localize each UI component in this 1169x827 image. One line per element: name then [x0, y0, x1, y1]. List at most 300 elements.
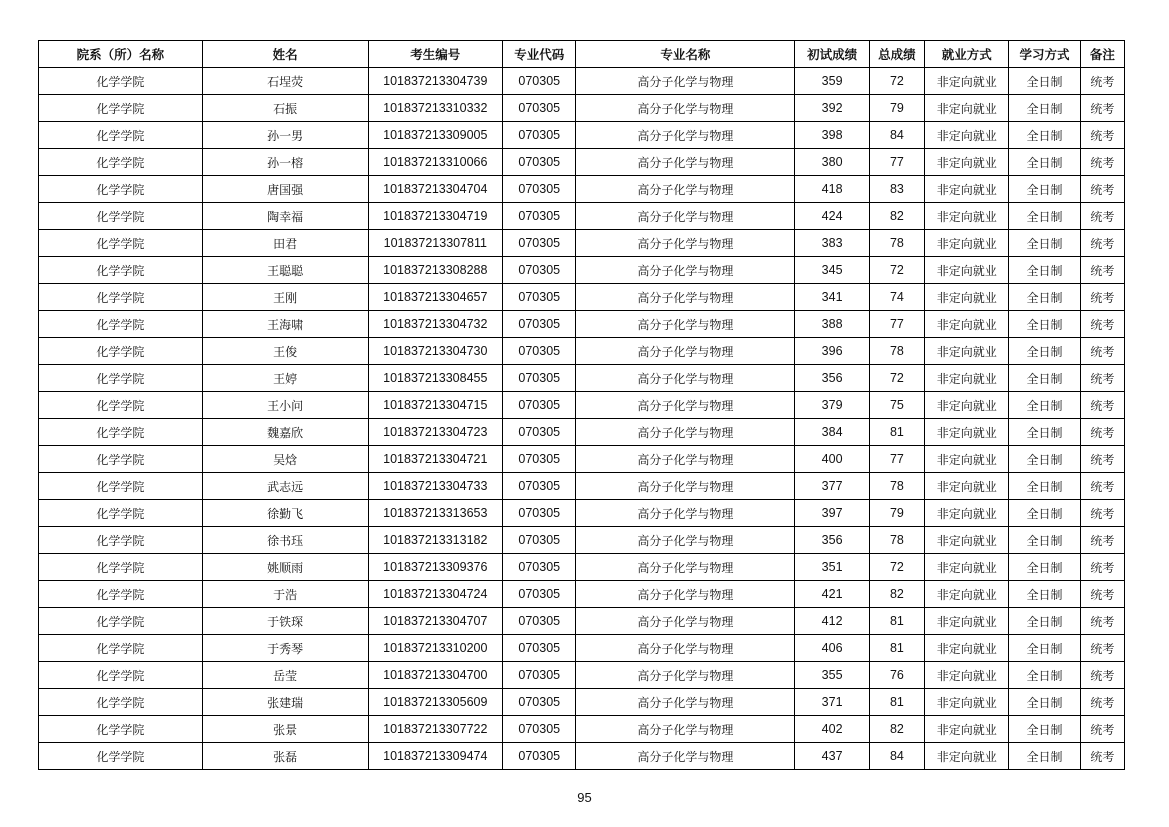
cell-remarks: 统考 — [1080, 257, 1124, 284]
cell-name: 王刚 — [202, 284, 368, 311]
cell-major-name: 高分子化学与物理 — [576, 176, 795, 203]
cell-total-score: 79 — [869, 95, 924, 122]
cell-department: 化学学院 — [39, 122, 203, 149]
cell-name: 岳莹 — [202, 662, 368, 689]
cell-total-score: 72 — [869, 365, 924, 392]
cell-name: 姚顺雨 — [202, 554, 368, 581]
cell-major-code: 070305 — [503, 149, 576, 176]
cell-remarks: 统考 — [1080, 662, 1124, 689]
cell-total-score: 84 — [869, 743, 924, 770]
cell-department: 化学学院 — [39, 635, 203, 662]
cell-study-mode: 全日制 — [1009, 419, 1080, 446]
cell-major-name: 高分子化学与物理 — [576, 554, 795, 581]
table-row — [39, 68, 1125, 95]
admission-roster-table — [38, 40, 1125, 770]
cell-major-code: 070305 — [503, 419, 576, 446]
table-header-row — [39, 41, 1125, 68]
table-row — [39, 365, 1125, 392]
cell-department: 化学学院 — [39, 95, 203, 122]
cell-name: 孙一男 — [202, 122, 368, 149]
cell-major-name: 高分子化学与物理 — [576, 743, 795, 770]
cell-prelim-score: 341 — [795, 284, 869, 311]
table-row — [39, 338, 1125, 365]
cell-department: 化学学院 — [39, 689, 203, 716]
cell-remarks: 统考 — [1080, 392, 1124, 419]
cell-major-code: 070305 — [503, 527, 576, 554]
cell-major-name: 高分子化学与物理 — [576, 230, 795, 257]
cell-total-score: 77 — [869, 149, 924, 176]
cell-name: 武志远 — [202, 473, 368, 500]
col-header-total-score: 总成绩 — [869, 41, 924, 68]
cell-department: 化学学院 — [39, 446, 203, 473]
cell-remarks: 统考 — [1080, 365, 1124, 392]
cell-department: 化学学院 — [39, 743, 203, 770]
cell-employment-type: 非定向就业 — [925, 743, 1009, 770]
cell-employment-type: 非定向就业 — [925, 689, 1009, 716]
cell-remarks: 统考 — [1080, 122, 1124, 149]
cell-remarks: 统考 — [1080, 284, 1124, 311]
cell-candidate-id: 101837213304700 — [368, 662, 503, 689]
cell-candidate-id: 101837213310066 — [368, 149, 503, 176]
table-row — [39, 689, 1125, 716]
cell-remarks: 统考 — [1080, 68, 1124, 95]
cell-department: 化学学院 — [39, 581, 203, 608]
cell-name: 王小问 — [202, 392, 368, 419]
col-header-major-name: 专业名称 — [576, 41, 795, 68]
cell-major-name: 高分子化学与物理 — [576, 95, 795, 122]
cell-candidate-id: 101837213304724 — [368, 581, 503, 608]
cell-total-score: 81 — [869, 608, 924, 635]
cell-department: 化学学院 — [39, 473, 203, 500]
cell-major-name: 高分子化学与物理 — [576, 635, 795, 662]
table-row — [39, 608, 1125, 635]
cell-major-name: 高分子化学与物理 — [576, 608, 795, 635]
cell-major-code: 070305 — [503, 284, 576, 311]
cell-employment-type: 非定向就业 — [925, 581, 1009, 608]
cell-name: 徐勤飞 — [202, 500, 368, 527]
table-row — [39, 284, 1125, 311]
cell-name: 王聪聪 — [202, 257, 368, 284]
cell-major-code: 070305 — [503, 230, 576, 257]
col-header-employment-type: 就业方式 — [925, 41, 1009, 68]
cell-remarks: 统考 — [1080, 527, 1124, 554]
cell-major-name: 高分子化学与物理 — [576, 338, 795, 365]
cell-total-score: 77 — [869, 446, 924, 473]
table-row — [39, 311, 1125, 338]
cell-department: 化学学院 — [39, 662, 203, 689]
cell-department: 化学学院 — [39, 419, 203, 446]
cell-employment-type: 非定向就业 — [925, 500, 1009, 527]
cell-prelim-score: 384 — [795, 419, 869, 446]
cell-major-code: 070305 — [503, 635, 576, 662]
cell-employment-type: 非定向就业 — [925, 176, 1009, 203]
cell-study-mode: 全日制 — [1009, 203, 1080, 230]
cell-employment-type: 非定向就业 — [925, 662, 1009, 689]
cell-major-code: 070305 — [503, 365, 576, 392]
cell-candidate-id: 101837213309376 — [368, 554, 503, 581]
cell-prelim-score: 383 — [795, 230, 869, 257]
col-header-remarks: 备注 — [1080, 41, 1124, 68]
cell-remarks: 统考 — [1080, 419, 1124, 446]
cell-name: 王俊 — [202, 338, 368, 365]
cell-major-name: 高分子化学与物理 — [576, 581, 795, 608]
cell-name: 王婷 — [202, 365, 368, 392]
cell-prelim-score: 397 — [795, 500, 869, 527]
cell-department: 化学学院 — [39, 527, 203, 554]
cell-candidate-id: 101837213309474 — [368, 743, 503, 770]
cell-employment-type: 非定向就业 — [925, 527, 1009, 554]
cell-remarks: 统考 — [1080, 473, 1124, 500]
cell-name: 于秀琴 — [202, 635, 368, 662]
cell-total-score: 74 — [869, 284, 924, 311]
cell-major-code: 070305 — [503, 95, 576, 122]
cell-remarks: 统考 — [1080, 743, 1124, 770]
cell-study-mode: 全日制 — [1009, 473, 1080, 500]
cell-study-mode: 全日制 — [1009, 581, 1080, 608]
cell-prelim-score: 424 — [795, 203, 869, 230]
cell-prelim-score: 406 — [795, 635, 869, 662]
cell-study-mode: 全日制 — [1009, 662, 1080, 689]
cell-department: 化学学院 — [39, 230, 203, 257]
cell-major-name: 高分子化学与物理 — [576, 365, 795, 392]
cell-major-name: 高分子化学与物理 — [576, 527, 795, 554]
cell-candidate-id: 101837213313182 — [368, 527, 503, 554]
cell-major-code: 070305 — [503, 446, 576, 473]
cell-prelim-score: 437 — [795, 743, 869, 770]
cell-major-code: 070305 — [503, 68, 576, 95]
cell-remarks: 统考 — [1080, 689, 1124, 716]
cell-major-code: 070305 — [503, 392, 576, 419]
cell-employment-type: 非定向就业 — [925, 365, 1009, 392]
cell-prelim-score: 418 — [795, 176, 869, 203]
cell-employment-type: 非定向就业 — [925, 473, 1009, 500]
cell-candidate-id: 101837213305609 — [368, 689, 503, 716]
cell-major-name: 高分子化学与物理 — [576, 122, 795, 149]
cell-prelim-score: 359 — [795, 68, 869, 95]
cell-candidate-id: 101837213308288 — [368, 257, 503, 284]
cell-major-code: 070305 — [503, 689, 576, 716]
cell-total-score: 72 — [869, 68, 924, 95]
cell-prelim-score: 351 — [795, 554, 869, 581]
table-row — [39, 662, 1125, 689]
cell-study-mode: 全日制 — [1009, 608, 1080, 635]
cell-name: 田君 — [202, 230, 368, 257]
cell-major-code: 070305 — [503, 122, 576, 149]
cell-major-name: 高分子化学与物理 — [576, 500, 795, 527]
cell-department: 化学学院 — [39, 284, 203, 311]
cell-study-mode: 全日制 — [1009, 149, 1080, 176]
cell-candidate-id: 101837213304657 — [368, 284, 503, 311]
cell-total-score: 81 — [869, 635, 924, 662]
cell-total-score: 83 — [869, 176, 924, 203]
cell-study-mode: 全日制 — [1009, 689, 1080, 716]
table-row — [39, 419, 1125, 446]
cell-study-mode: 全日制 — [1009, 635, 1080, 662]
cell-name: 吴焓 — [202, 446, 368, 473]
cell-major-name: 高分子化学与物理 — [576, 284, 795, 311]
cell-department: 化学学院 — [39, 338, 203, 365]
cell-prelim-score: 355 — [795, 662, 869, 689]
cell-major-code: 070305 — [503, 743, 576, 770]
cell-remarks: 统考 — [1080, 338, 1124, 365]
cell-total-score: 72 — [869, 554, 924, 581]
cell-major-code: 070305 — [503, 662, 576, 689]
cell-study-mode: 全日制 — [1009, 95, 1080, 122]
cell-name: 陶幸福 — [202, 203, 368, 230]
cell-study-mode: 全日制 — [1009, 122, 1080, 149]
cell-department: 化学学院 — [39, 608, 203, 635]
cell-employment-type: 非定向就业 — [925, 311, 1009, 338]
cell-name: 魏嘉欣 — [202, 419, 368, 446]
cell-major-code: 070305 — [503, 716, 576, 743]
cell-remarks: 统考 — [1080, 581, 1124, 608]
cell-study-mode: 全日制 — [1009, 392, 1080, 419]
cell-total-score: 82 — [869, 203, 924, 230]
cell-name: 张磊 — [202, 743, 368, 770]
table-row — [39, 473, 1125, 500]
cell-department: 化学学院 — [39, 149, 203, 176]
cell-major-name: 高分子化学与物理 — [576, 203, 795, 230]
cell-total-score: 77 — [869, 311, 924, 338]
cell-remarks: 统考 — [1080, 500, 1124, 527]
cell-employment-type: 非定向就业 — [925, 230, 1009, 257]
table-row — [39, 716, 1125, 743]
cell-study-mode: 全日制 — [1009, 68, 1080, 95]
cell-total-score: 76 — [869, 662, 924, 689]
cell-total-score: 81 — [869, 419, 924, 446]
cell-prelim-score: 396 — [795, 338, 869, 365]
cell-remarks: 统考 — [1080, 716, 1124, 743]
cell-department: 化学学院 — [39, 554, 203, 581]
cell-remarks: 统考 — [1080, 311, 1124, 338]
cell-remarks: 统考 — [1080, 149, 1124, 176]
cell-study-mode: 全日制 — [1009, 284, 1080, 311]
cell-candidate-id: 101837213310332 — [368, 95, 503, 122]
cell-employment-type: 非定向就业 — [925, 68, 1009, 95]
cell-study-mode: 全日制 — [1009, 365, 1080, 392]
cell-major-code: 070305 — [503, 608, 576, 635]
col-header-prelim-score: 初试成绩 — [795, 41, 869, 68]
cell-candidate-id: 101837213307722 — [368, 716, 503, 743]
cell-candidate-id: 101837213304704 — [368, 176, 503, 203]
cell-employment-type: 非定向就业 — [925, 284, 1009, 311]
cell-remarks: 统考 — [1080, 446, 1124, 473]
cell-study-mode: 全日制 — [1009, 716, 1080, 743]
cell-prelim-score: 402 — [795, 716, 869, 743]
cell-prelim-score: 412 — [795, 608, 869, 635]
table-body — [39, 68, 1125, 770]
cell-candidate-id: 101837213304721 — [368, 446, 503, 473]
cell-major-name: 高分子化学与物理 — [576, 689, 795, 716]
cell-study-mode: 全日制 — [1009, 257, 1080, 284]
cell-department: 化学学院 — [39, 716, 203, 743]
cell-employment-type: 非定向就业 — [925, 95, 1009, 122]
cell-employment-type: 非定向就业 — [925, 635, 1009, 662]
col-header-major-code: 专业代码 — [503, 41, 576, 68]
cell-candidate-id: 101837213304707 — [368, 608, 503, 635]
table-row — [39, 392, 1125, 419]
cell-name: 唐国强 — [202, 176, 368, 203]
cell-remarks: 统考 — [1080, 203, 1124, 230]
cell-name: 石振 — [202, 95, 368, 122]
cell-remarks: 统考 — [1080, 608, 1124, 635]
cell-candidate-id: 101837213304733 — [368, 473, 503, 500]
cell-candidate-id: 101837213304732 — [368, 311, 503, 338]
cell-remarks: 统考 — [1080, 635, 1124, 662]
table-row — [39, 149, 1125, 176]
cell-major-name: 高分子化学与物理 — [576, 473, 795, 500]
cell-total-score: 78 — [869, 338, 924, 365]
cell-department: 化学学院 — [39, 257, 203, 284]
cell-candidate-id: 101837213308455 — [368, 365, 503, 392]
cell-major-code: 070305 — [503, 500, 576, 527]
cell-employment-type: 非定向就业 — [925, 716, 1009, 743]
cell-prelim-score: 356 — [795, 365, 869, 392]
cell-major-code: 070305 — [503, 203, 576, 230]
cell-major-name: 高分子化学与物理 — [576, 68, 795, 95]
cell-name: 徐书珏 — [202, 527, 368, 554]
cell-prelim-score: 379 — [795, 392, 869, 419]
cell-major-name: 高分子化学与物理 — [576, 716, 795, 743]
cell-candidate-id: 101837213304739 — [368, 68, 503, 95]
cell-employment-type: 非定向就业 — [925, 338, 1009, 365]
cell-remarks: 统考 — [1080, 230, 1124, 257]
cell-major-name: 高分子化学与物理 — [576, 311, 795, 338]
cell-department: 化学学院 — [39, 176, 203, 203]
cell-major-code: 070305 — [503, 311, 576, 338]
cell-major-name: 高分子化学与物理 — [576, 419, 795, 446]
cell-major-code: 070305 — [503, 338, 576, 365]
cell-employment-type: 非定向就业 — [925, 203, 1009, 230]
page-number: 95 — [577, 790, 592, 805]
table-row — [39, 122, 1125, 149]
cell-study-mode: 全日制 — [1009, 311, 1080, 338]
cell-employment-type: 非定向就业 — [925, 149, 1009, 176]
cell-major-name: 高分子化学与物理 — [576, 149, 795, 176]
cell-name: 孙一榕 — [202, 149, 368, 176]
cell-study-mode: 全日制 — [1009, 527, 1080, 554]
cell-prelim-score: 380 — [795, 149, 869, 176]
cell-department: 化学学院 — [39, 392, 203, 419]
cell-total-score: 72 — [869, 257, 924, 284]
cell-major-code: 070305 — [503, 554, 576, 581]
cell-total-score: 82 — [869, 581, 924, 608]
cell-employment-type: 非定向就业 — [925, 554, 1009, 581]
cell-employment-type: 非定向就业 — [925, 419, 1009, 446]
cell-study-mode: 全日制 — [1009, 500, 1080, 527]
cell-total-score: 78 — [869, 473, 924, 500]
cell-remarks: 统考 — [1080, 95, 1124, 122]
cell-major-code: 070305 — [503, 176, 576, 203]
cell-major-code: 070305 — [503, 581, 576, 608]
cell-remarks: 统考 — [1080, 176, 1124, 203]
cell-prelim-score: 421 — [795, 581, 869, 608]
col-header-name: 姓名 — [202, 41, 368, 68]
table-row — [39, 500, 1125, 527]
cell-major-name: 高分子化学与物理 — [576, 257, 795, 284]
cell-prelim-score: 392 — [795, 95, 869, 122]
cell-employment-type: 非定向就业 — [925, 122, 1009, 149]
cell-candidate-id: 101837213304719 — [368, 203, 503, 230]
cell-prelim-score: 398 — [795, 122, 869, 149]
cell-study-mode: 全日制 — [1009, 338, 1080, 365]
table-row — [39, 527, 1125, 554]
cell-name: 张建瑞 — [202, 689, 368, 716]
cell-prelim-score: 371 — [795, 689, 869, 716]
table-row — [39, 446, 1125, 473]
cell-study-mode: 全日制 — [1009, 446, 1080, 473]
cell-employment-type: 非定向就业 — [925, 608, 1009, 635]
table-row — [39, 203, 1125, 230]
cell-major-code: 070305 — [503, 257, 576, 284]
cell-candidate-id: 101837213304723 — [368, 419, 503, 446]
table-row — [39, 554, 1125, 581]
cell-candidate-id: 101837213304730 — [368, 338, 503, 365]
cell-prelim-score: 377 — [795, 473, 869, 500]
table-row — [39, 95, 1125, 122]
cell-name: 张景 — [202, 716, 368, 743]
cell-department: 化学学院 — [39, 311, 203, 338]
cell-study-mode: 全日制 — [1009, 176, 1080, 203]
cell-employment-type: 非定向就业 — [925, 446, 1009, 473]
cell-employment-type: 非定向就业 — [925, 257, 1009, 284]
cell-department: 化学学院 — [39, 203, 203, 230]
cell-candidate-id: 101837213309005 — [368, 122, 503, 149]
table-row — [39, 176, 1125, 203]
cell-major-name: 高分子化学与物理 — [576, 392, 795, 419]
cell-candidate-id: 101837213313653 — [368, 500, 503, 527]
cell-major-name: 高分子化学与物理 — [576, 446, 795, 473]
cell-total-score: 79 — [869, 500, 924, 527]
cell-candidate-id: 101837213307811 — [368, 230, 503, 257]
cell-total-score: 82 — [869, 716, 924, 743]
cell-employment-type: 非定向就业 — [925, 392, 1009, 419]
col-header-department: 院系（所）名称 — [39, 41, 203, 68]
cell-total-score: 81 — [869, 689, 924, 716]
cell-name: 于浩 — [202, 581, 368, 608]
cell-candidate-id: 101837213310200 — [368, 635, 503, 662]
table-row — [39, 257, 1125, 284]
col-header-candidate-id: 考生编号 — [368, 41, 503, 68]
cell-department: 化学学院 — [39, 68, 203, 95]
cell-major-name: 高分子化学与物理 — [576, 662, 795, 689]
cell-total-score: 78 — [869, 527, 924, 554]
cell-department: 化学学院 — [39, 500, 203, 527]
cell-prelim-score: 400 — [795, 446, 869, 473]
cell-total-score: 75 — [869, 392, 924, 419]
cell-remarks: 统考 — [1080, 554, 1124, 581]
cell-total-score: 84 — [869, 122, 924, 149]
cell-prelim-score: 345 — [795, 257, 869, 284]
cell-study-mode: 全日制 — [1009, 743, 1080, 770]
cell-name: 王海啸 — [202, 311, 368, 338]
table-row — [39, 635, 1125, 662]
cell-prelim-score: 388 — [795, 311, 869, 338]
table-row — [39, 581, 1125, 608]
cell-study-mode: 全日制 — [1009, 554, 1080, 581]
cell-major-code: 070305 — [503, 473, 576, 500]
cell-candidate-id: 101837213304715 — [368, 392, 503, 419]
cell-study-mode: 全日制 — [1009, 230, 1080, 257]
cell-total-score: 78 — [869, 230, 924, 257]
cell-department: 化学学院 — [39, 365, 203, 392]
cell-name: 于铁琛 — [202, 608, 368, 635]
table-row — [39, 743, 1125, 770]
table-row — [39, 230, 1125, 257]
cell-name: 石埕荧 — [202, 68, 368, 95]
cell-prelim-score: 356 — [795, 527, 869, 554]
col-header-study-mode: 学习方式 — [1009, 41, 1080, 68]
